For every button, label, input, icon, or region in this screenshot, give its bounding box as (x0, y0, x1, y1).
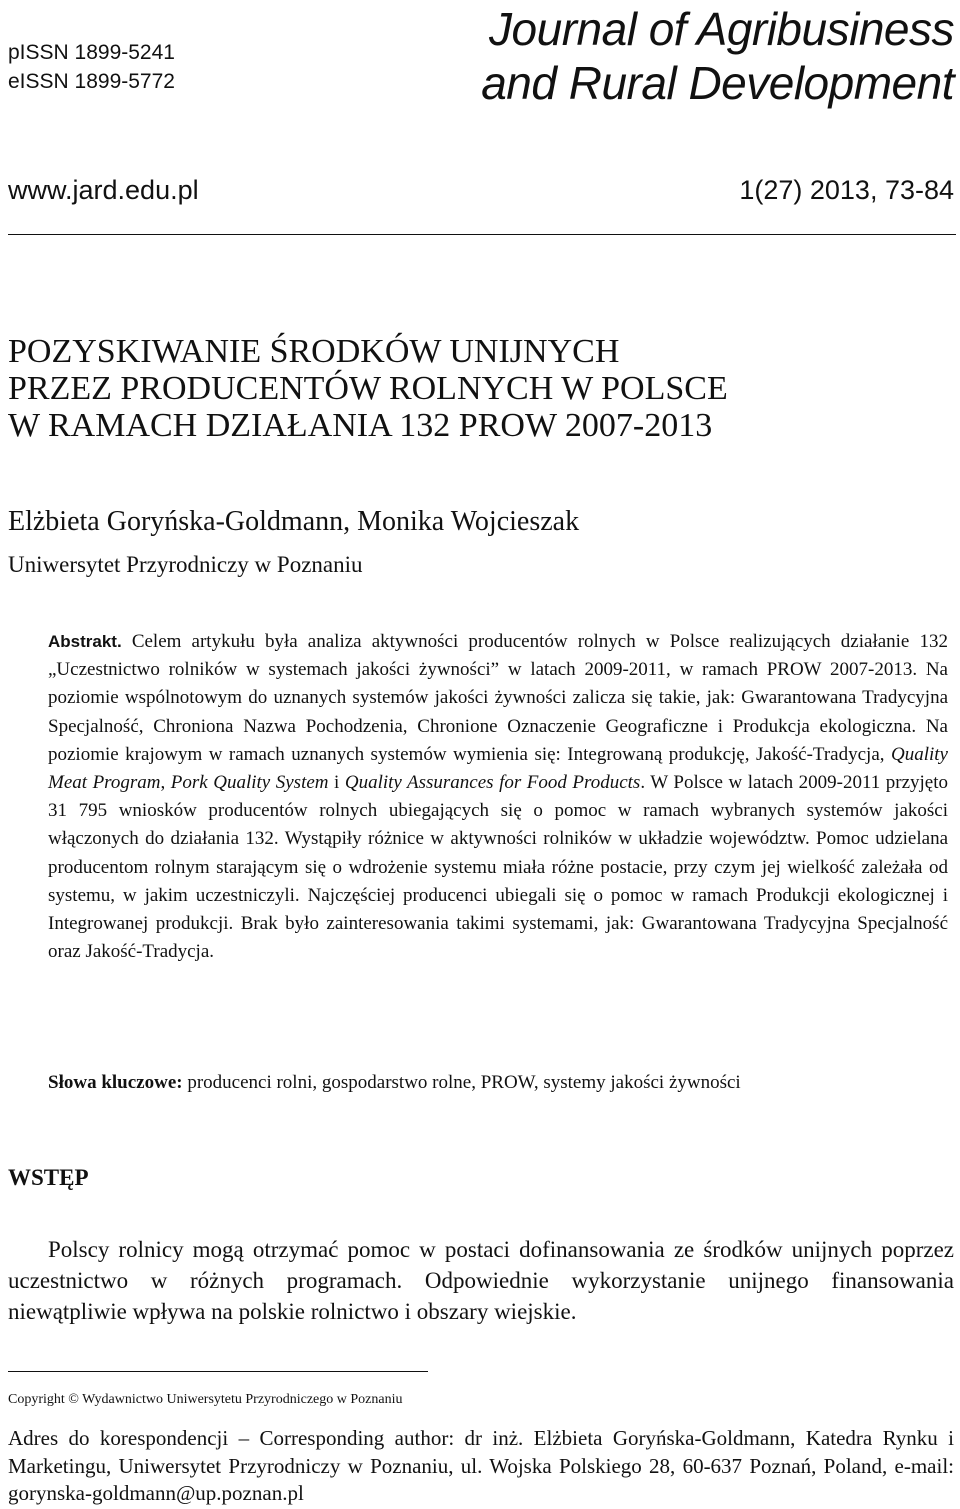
abstract-text-b: . W Polsce w latach 2009-2011 przyjęto 31 795 wniosków producentów rolnych ubiegających się o pomoc w ramach wybranych systemów jakości włączonych do działania 132. Wystąpiły różnice w aktywności rolników w układzie województw. Pomoc udzielana producentom rolnym starającym się o wdrożenie systemu miała różne postacie, przy czym jej wielkość zależała od systemu, w jakim uczestniczyli. Najczęściej producenci ubiegali się o pomoc w ramach Produkcji ekologicznej i Integrowanej produkcji. Brak było zainteresowania takimi systemami, jak: Gwarantowana Tradycyjna Specjalność oraz Jakość-Tradycja. (48, 772, 949, 963)
abstract-label: Abstrakt. (48, 632, 122, 651)
abstract (48, 628, 948, 966)
keywords (48, 1069, 948, 1097)
correspondence-note: Adres do korespondencji – Corresponding author: dr inż. Elżbieta Goryńska-Goldmann, Katedra Rynku i Marketingu, Uniwersytet Przyrodniczy w Poznaniu, ul. Wojska Polskiego 28, 60-637 Poznań, Poland, e-mail: gorynska-goldmann@up.poznan.pl (8, 1426, 954, 1505)
title-line-3: W RAMACH DZIAŁANIA 132 PROW 2007-2013 (8, 407, 713, 444)
issue-info: 1(27) 2013, 73-84 (739, 175, 954, 205)
journal-title-line-2: and Rural Development (481, 57, 954, 109)
authors: Elżbieta Goryńska-Goldmann, Monika Wojcieszak (8, 506, 580, 537)
pissn-line: pISSN 1899-5241 (8, 41, 175, 64)
journal-title-line-1: Journal of Agribusiness (489, 3, 954, 55)
abstract-italic-1: Quality Meat Program (48, 743, 948, 794)
journal-title (481, 2, 954, 110)
copyright-note: Copyright © Wydawnictwo Uniwersytetu Przyrodniczego w Poznaniu (8, 1392, 403, 1407)
abstract-italic-3: Quality Assurances for Food Products (344, 772, 641, 794)
issn-block (8, 38, 175, 96)
title-line-1: POZYSKIWANIE ŚRODKÓW UNIJNYCH (8, 333, 620, 370)
title-line-2: PRZEZ PRODUCENTÓW ROLNYCH W POLSCE (8, 370, 728, 407)
header-divider (8, 234, 956, 235)
abstract-text-a: Celem artykułu była analiza aktywności producentów rolnych w Polsce realizujących działanie 132 „Uczestnictwo rolników w systemach jakości żywności” w latach 2009-2011, w ramach PROW 2007-2013. Na poziomie wspólnotowym do uznanych systemów jakości żywności zalicza się takie, jak: Gwarantowana Tradycyjna Specjalność, Chroniona Nazwa Pochodzenia, Chronione Oznaczenie Geograficzne i Produkcja ekologiczna. Na poziomie krajowym w ramach uznanych systemów wymienia się: Integrowaną produkcję, Jakość-Tradycja, (48, 631, 948, 765)
abstract-sep-2: i (334, 772, 340, 794)
footnote-divider (8, 1371, 428, 1372)
section-paragraph: Polscy rolnicy mogą otrzymać pomoc w postaci dofinansowania ze środków unijnych poprzez uczestnictwo w różnych programach. Odpowiednie wykorzystanie unijnego finansowania niewątpliwie wpływa na polskie rolnictwo i obszary wiejskie. (8, 1237, 954, 1324)
abstract-sep-1: , (160, 772, 166, 794)
section-heading: WSTĘP (8, 1165, 89, 1190)
affiliation: Uniwersytet Przyrodniczy w Poznaniu (8, 552, 363, 577)
abstract-italic-2: Pork Quality System (170, 772, 329, 794)
keywords-label: Słowa kluczowe: (48, 1072, 183, 1093)
journal-url[interactable]: www.jard.edu.pl (8, 175, 199, 205)
article-title (8, 333, 728, 444)
keywords-text: producenci rolni, gospodarstwo rolne, PROW, systemy jakości żywności (187, 1072, 741, 1093)
eissn-line: eISSN 1899-5772 (8, 70, 175, 93)
